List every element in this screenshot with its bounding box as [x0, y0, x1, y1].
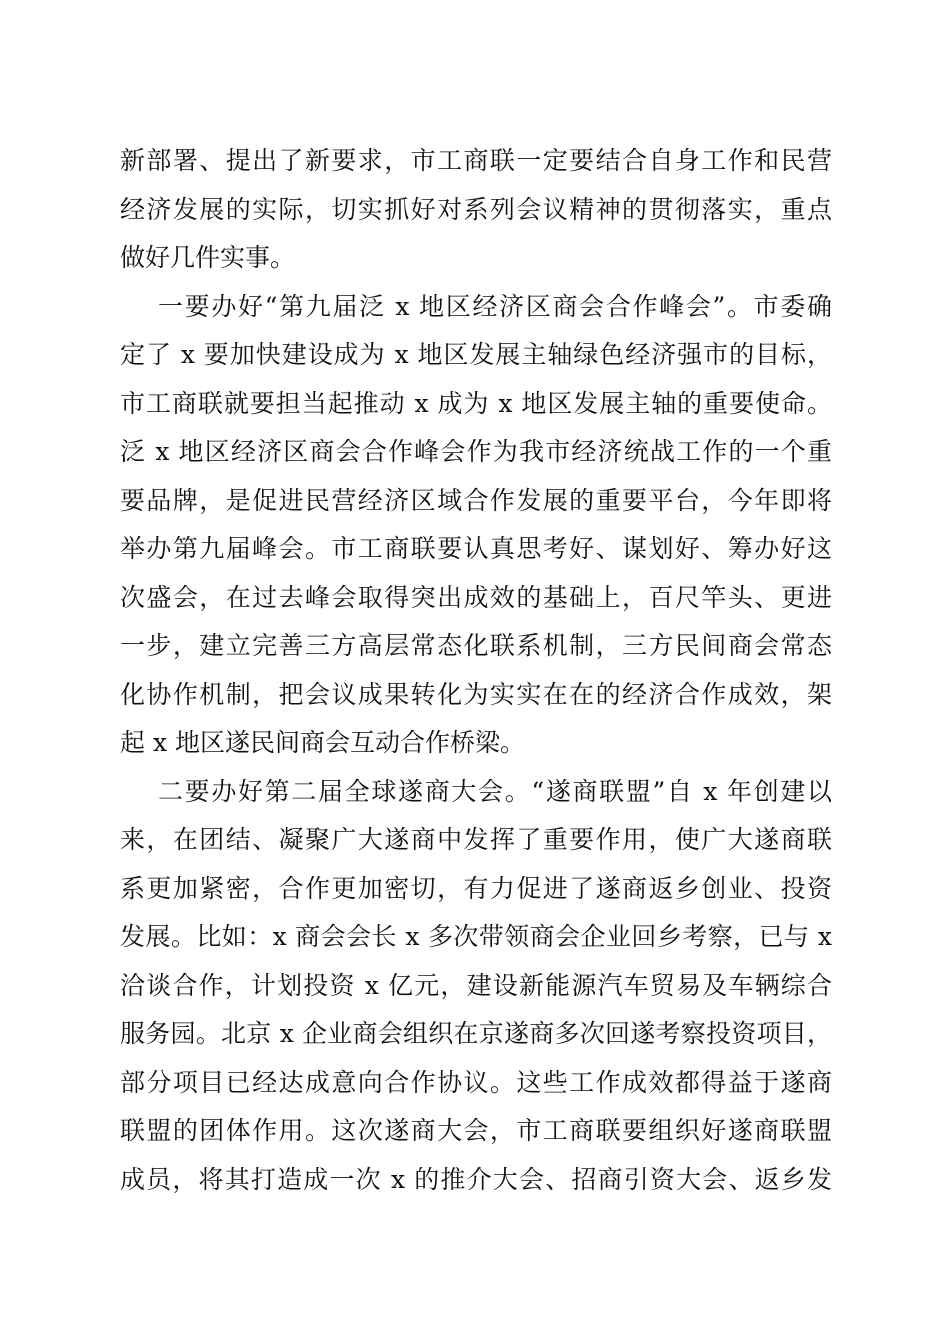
text-line: 市工商联就要担当起推动 x 成为 x 地区发展主轴的重要使命。	[120, 388, 832, 418]
text-line: 一要办好“第九届泛 x 地区经济区商会合作峰会”。市委确	[158, 291, 832, 321]
text-line: 成员，将其打造成一次 x 的推介大会、招商引资大会、返乡发	[120, 1164, 832, 1194]
text-line: 洽谈合作，计划投资 x 亿元，建设新能源汽车贸易及车辆综合	[120, 970, 832, 1000]
text-line: 次盛会，在过去峰会取得突出成效的基础上，百尺竿头、更进	[120, 582, 832, 612]
text-line: 做好几件实事。	[120, 243, 296, 272]
text-line: 起 x 地区遂民间商会互动合作桥梁。	[120, 728, 525, 757]
text-line: 一步，建立完善三方高层常态化联系机制，三方民间商会常态	[120, 631, 832, 660]
text-line: 化协作机制，把会议成果转化为实实在在的经济合作成效，架	[120, 679, 832, 709]
paragraph-2	[120, 283, 832, 768]
text-line: 服务园。北京 x 企业商会组织在京遂商多次回遂考察投资项目，	[120, 1019, 832, 1048]
text-line: 来，在团结、凝聚广大遂商中发挥了重要作用，使广大遂商联	[120, 825, 832, 854]
text-line: 举办第九届峰会。市工商联要认真思考好、谋划好、筹办好这	[120, 534, 832, 563]
document-body	[120, 137, 832, 1204]
text-line: 联盟的团体作用。这次遂商大会，市工商联要组织好遂商联盟	[120, 1116, 832, 1145]
text-line: 新部署、提出了新要求，市工商联一定要结合自身工作和民营	[120, 146, 832, 175]
text-line: 经济发展的实际，切实抓好对系列会议精神的贯彻落实，重点	[120, 194, 832, 224]
text-line: 系更加紧密，合作更加密切，有力促进了遂商返乡创业、投资	[120, 873, 832, 903]
text-line: 二要办好第二届全球遂商大会。“遂商联盟”自 x 年创建以	[158, 776, 832, 806]
text-line: 要品牌，是促进民营经济区域合作发展的重要平台，今年即将	[120, 485, 832, 515]
text-line: 泛 x 地区经济区商会合作峰会作为我市经济统战工作的一个重	[120, 437, 832, 466]
text-line: 定了 x 要加快建设成为 x 地区发展主轴绿色经济强市的目标，	[120, 340, 832, 369]
text-line: 部分项目已经达成意向合作协议。这些工作成效都得益于遂商	[120, 1067, 832, 1097]
paragraph-1	[120, 137, 832, 283]
paragraph-3	[120, 768, 832, 1205]
text-line: 发展。比如：x 商会会长 x 多次带领商会企业回乡考察，已与 x	[120, 922, 832, 951]
